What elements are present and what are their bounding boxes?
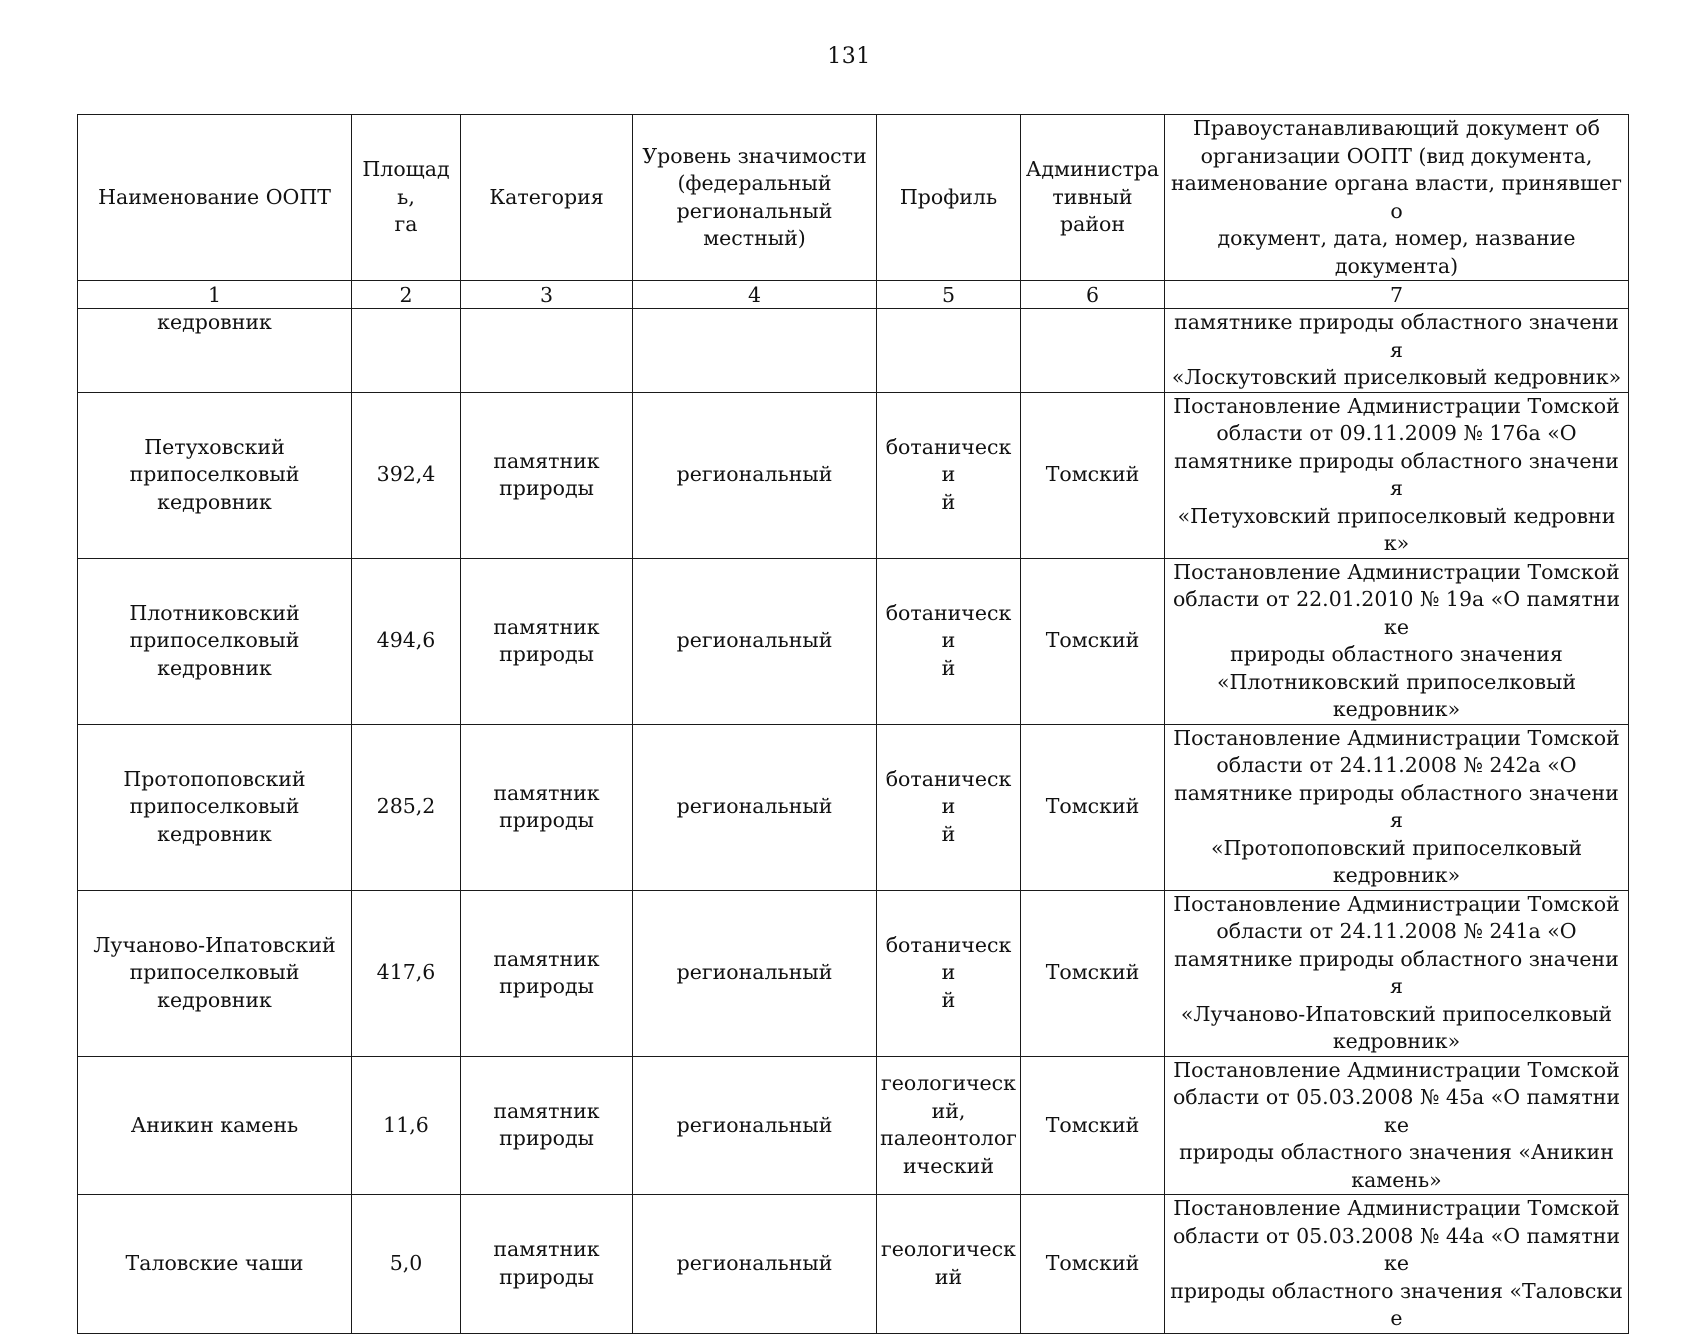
table-row [78, 724, 1629, 890]
cell-profile: ботанически й [877, 724, 1021, 890]
table-row-continuation [78, 309, 1629, 393]
cell-district: Томский [1021, 724, 1165, 890]
header-profile: Профиль [877, 115, 1021, 281]
cell-level [633, 309, 877, 393]
cell-document: Постановление Администрации Томской области от 24.11.2008 № 241а «О памятнике природы областного значения «Лучаново-Ипатовский припоселковый кедровник» [1165, 890, 1629, 1056]
cell-profile: ботанически й [877, 392, 1021, 558]
cell-name: Петуховский припоселковый кедровник [78, 392, 352, 558]
cell-category: памятник природы [461, 1195, 633, 1334]
cell-profile: ботанически й [877, 890, 1021, 1056]
cell-category: памятник природы [461, 890, 633, 1056]
page-number: 131 [827, 44, 871, 69]
cell-category: памятник природы [461, 558, 633, 724]
table-header-row [78, 115, 1629, 281]
cell-document: памятнике природы областного значения «Лоскутовский приселковый кедровник» [1165, 309, 1629, 393]
cell-level: региональный [633, 1056, 877, 1195]
cell-category: памятник природы [461, 392, 633, 558]
header-name: Наименование ООПТ [78, 115, 352, 281]
table-row [78, 392, 1629, 558]
cell-name: Плотниковский припоселковый кедровник [78, 558, 352, 724]
cell-name: Аникин камень [78, 1056, 352, 1195]
cell-level: региональный [633, 392, 877, 558]
cell-district: Томский [1021, 890, 1165, 1056]
column-number: 4 [633, 281, 877, 309]
cell-category: памятник природы [461, 724, 633, 890]
column-number: 2 [352, 281, 461, 309]
cell-profile: геологическ ий, палеонтолог ический [877, 1056, 1021, 1195]
table-row [78, 558, 1629, 724]
header-document: Правоустанавливающий документ об организации ООПТ (вид документа, наименование органа власти, принявшего документ, дата, номер, название документа) [1165, 115, 1629, 281]
column-number: 3 [461, 281, 633, 309]
table-row [78, 890, 1629, 1056]
column-number: 5 [877, 281, 1021, 309]
column-number-row [78, 281, 1629, 309]
cell-district [1021, 309, 1165, 393]
header-level: Уровень значимости (федеральный региональный местный) [633, 115, 877, 281]
cell-area: 11,6 [352, 1056, 461, 1195]
cell-document: Постановление Администрации Томской области от 09.11.2009 № 176а «О памятнике природы областного значения «Петуховский припоселковый кедровник» [1165, 392, 1629, 558]
cell-document: Постановление Администрации Томской области от 05.03.2008 № 44а «О памятнике природы областного значения «Таловские [1165, 1195, 1629, 1334]
cell-name: Таловские чаши [78, 1195, 352, 1334]
cell-area [352, 309, 461, 393]
cell-profile: геологическ ий [877, 1195, 1021, 1334]
column-number: 1 [78, 281, 352, 309]
cell-district: Томский [1021, 392, 1165, 558]
cell-level: региональный [633, 558, 877, 724]
cell-level: региональный [633, 890, 877, 1056]
cell-name: Протопоповский припоселковый кедровник [78, 724, 352, 890]
column-number: 6 [1021, 281, 1165, 309]
cell-name: кедровник [78, 309, 352, 393]
cell-district: Томский [1021, 558, 1165, 724]
cell-name: Лучаново-Ипатовский припоселковый кедровник [78, 890, 352, 1056]
cell-profile [877, 309, 1021, 393]
cell-document: Постановление Администрации Томской области от 05.03.2008 № 45а «О памятнике природы областного значения «Аникин камень» [1165, 1056, 1629, 1195]
header-area: Площадь, га [352, 115, 461, 281]
cell-area: 494,6 [352, 558, 461, 724]
cell-area: 5,0 [352, 1195, 461, 1334]
cell-profile: ботанически й [877, 558, 1021, 724]
header-district: Администра тивный район [1021, 115, 1165, 281]
cell-area: 417,6 [352, 890, 461, 1056]
table-row [78, 1056, 1629, 1195]
header-category: Категория [461, 115, 633, 281]
cell-area: 285,2 [352, 724, 461, 890]
cell-district: Томский [1021, 1056, 1165, 1195]
cell-document: Постановление Администрации Томской области от 22.01.2010 № 19а «О памятнике природы областного значения «Плотниковский припоселковый кедровник» [1165, 558, 1629, 724]
cell-category [461, 309, 633, 393]
column-number: 7 [1165, 281, 1629, 309]
cell-category: памятник природы [461, 1056, 633, 1195]
cell-level: региональный [633, 1195, 877, 1334]
cell-area: 392,4 [352, 392, 461, 558]
cell-document: Постановление Администрации Томской области от 24.11.2008 № 242а «О памятнике природы областного значения «Протопоповский припоселковый кедровник» [1165, 724, 1629, 890]
table-row [78, 1195, 1629, 1334]
cell-level: региональный [633, 724, 877, 890]
cell-district: Томский [1021, 1195, 1165, 1334]
oopt-registry-table [77, 114, 1629, 1334]
